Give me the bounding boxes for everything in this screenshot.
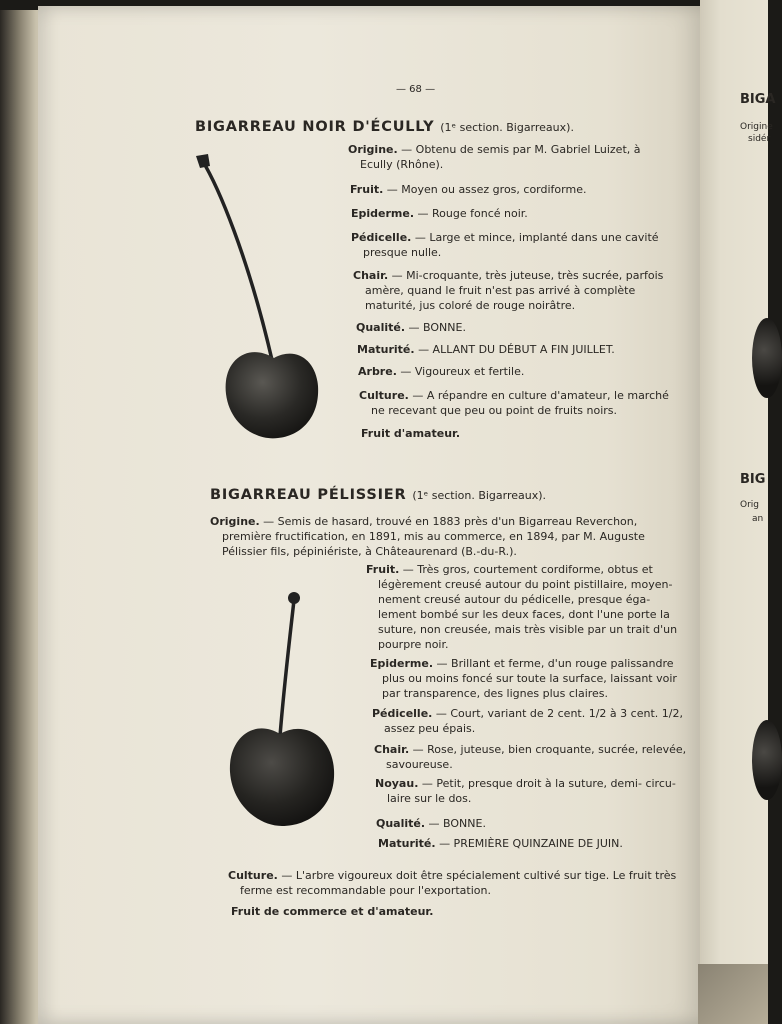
entry-label: Fruit. xyxy=(366,563,400,576)
entry-text: — Obtenu de semis par M. Gabriel Luizet, à xyxy=(401,143,641,156)
description-entry xyxy=(359,388,669,418)
entry-text: — BONNE. xyxy=(428,817,486,830)
next-page-fragment: an xyxy=(752,514,764,524)
entry-text: nement creusé autour du pédicelle, presque éga- xyxy=(378,593,651,606)
entry-text: — Vigoureux et fertile. xyxy=(400,365,525,378)
entry-text: — Mi-croquante, très juteuse, très sucrée, parfois xyxy=(391,269,664,282)
entry-label: Qualité. xyxy=(376,817,426,830)
entry-text: presque nulle. xyxy=(363,246,442,259)
entry-label: Pédicelle. xyxy=(372,707,433,720)
entry-text: légèrement creusé autour du point pistillaire, moyen- xyxy=(378,578,673,591)
entry-text: — PREMIÈRE QUINZAINE DE JUIN. xyxy=(439,837,623,850)
entry-label: Epiderme. xyxy=(351,207,415,220)
description-entry xyxy=(351,206,528,221)
cherry1-stem xyxy=(202,160,272,360)
description-entry xyxy=(353,268,663,313)
entry-text: — Rose, juteuse, bien croquante, sucrée, relevée, xyxy=(412,743,687,756)
next-page-fragment: BIG xyxy=(740,472,766,487)
variety2-footer: Fruit de commerce et d'amateur. xyxy=(231,905,434,918)
entry-label: Chair. xyxy=(374,743,410,756)
entry-text: ne recevant que peu ou point de fruits noirs. xyxy=(371,404,618,417)
variety2-culture: Culture. — L'arbre vigoureux doit être spécialement cultivé sur tige. Le fruit très ferme est recommandable pour l'exportation. xyxy=(228,869,677,897)
next-page-cherry xyxy=(752,318,782,398)
entry-text: — Large et mince, implanté dans une cavité xyxy=(414,231,659,244)
cherry2-illustration xyxy=(226,586,346,836)
entry-text: lement bombé sur les deux faces, dont l'une porte la xyxy=(378,608,670,621)
description-entry xyxy=(375,776,676,806)
entry-text: — BONNE. xyxy=(408,321,466,334)
description-entry xyxy=(361,426,460,441)
cherry2-fruit xyxy=(230,728,334,826)
entry-label: Pédicelle. xyxy=(351,231,412,244)
description-entry xyxy=(357,342,615,357)
entry-label: Maturité. xyxy=(378,837,436,850)
description-entry xyxy=(366,562,677,652)
next-page-fragment: Origine xyxy=(740,122,773,132)
entry-text: — Court, variant de 2 cent. 1/2 à 3 cent. 1/2, xyxy=(435,707,683,720)
entry-label: Qualité. xyxy=(356,321,406,334)
description-entry xyxy=(378,836,623,851)
entry-text: par transparence, des lignes plus claires. xyxy=(382,687,609,700)
next-page-fragment: sidér xyxy=(748,134,771,144)
description-entry xyxy=(370,656,677,701)
book-page xyxy=(38,6,706,1024)
entry-text: — ALLANT DU DÉBUT A FIN JUILLET. xyxy=(418,343,615,356)
description-entry xyxy=(376,816,486,831)
description-entry xyxy=(350,182,586,197)
entry-text: amère, quand le fruit n'est pas arrivé à complète xyxy=(365,284,636,297)
next-page-fragment: BIGA xyxy=(740,92,776,107)
entry-text: plus ou moins foncé sur toute la surface, laissant voir xyxy=(382,672,677,685)
variety2-origin: Origine. — Semis de hasard, trouvé en 1883 près d'un Bigarreau Reverchon, première fructification, en 1891, mis au commerce, en 1894, par M. Auguste Pélissier fils, pépiniériste, à Châteaurenard (B.-du-R.). xyxy=(210,515,645,558)
page-corner xyxy=(698,964,768,1024)
entry-label: Epiderme. xyxy=(370,657,434,670)
description-entry xyxy=(348,142,641,172)
cherry2-stem xyxy=(280,600,294,736)
entry-text: — Très gros, courtement cordiforme, obtus et xyxy=(402,563,653,576)
next-page-fragment: Orig xyxy=(740,500,759,510)
entry-label: Fruit d'amateur. xyxy=(361,427,461,440)
cherry1-fruit xyxy=(226,352,319,438)
page-number: — 68 — xyxy=(396,84,436,95)
entry-text: — Petit, presque droit à la suture, demi- circu- xyxy=(421,777,676,790)
description-entry xyxy=(372,706,683,736)
cherry1-illustration xyxy=(188,146,328,446)
entry-label: Arbre. xyxy=(358,365,397,378)
entry-text: — Brillant et ferme, d'un rouge palissandre xyxy=(436,657,674,670)
entry-label: Chair. xyxy=(353,269,389,282)
entry-label: Noyau. xyxy=(375,777,419,790)
next-page-edge xyxy=(700,0,776,1024)
entry-text: assez peu épais. xyxy=(384,722,476,735)
cherry1-stem-tip xyxy=(196,154,210,168)
description-entry xyxy=(351,230,659,260)
next-page-cherry xyxy=(752,720,782,800)
entry-label: Origine. xyxy=(348,143,398,156)
entry-text: suture, non creusée, mais très visible par un trait d'un xyxy=(378,623,678,636)
cherry2-stem-tip xyxy=(288,592,300,604)
entry-text: — A répandre en culture d'amateur, le marché xyxy=(412,389,669,402)
entry-text: maturité, jus coloré de rouge noirâtre. xyxy=(365,299,576,312)
entry-label: Fruit. xyxy=(350,183,384,196)
entry-text: — Moyen ou assez gros, cordiforme. xyxy=(386,183,587,196)
description-entry xyxy=(358,364,524,379)
entry-label: Maturité. xyxy=(357,343,415,356)
description-entry xyxy=(374,742,686,772)
entry-text: pourpre noir. xyxy=(378,638,449,651)
description-entry xyxy=(356,320,466,335)
entry-label: Culture. xyxy=(359,389,409,402)
variety2-title: BIGARREAU PÉLISSIER (1ᵉ section. Bigarreaux). xyxy=(210,487,547,503)
entry-text: — Rouge foncé noir. xyxy=(417,207,528,220)
entry-text: savoureuse. xyxy=(386,758,453,771)
entry-text: laire sur le dos. xyxy=(387,792,472,805)
entry-text: Ecully (Rhône). xyxy=(360,158,444,171)
variety1-title: BIGARREAU NOIR D'ÉCULLY (1ᵉ section. Bigarreaux). xyxy=(195,119,574,135)
